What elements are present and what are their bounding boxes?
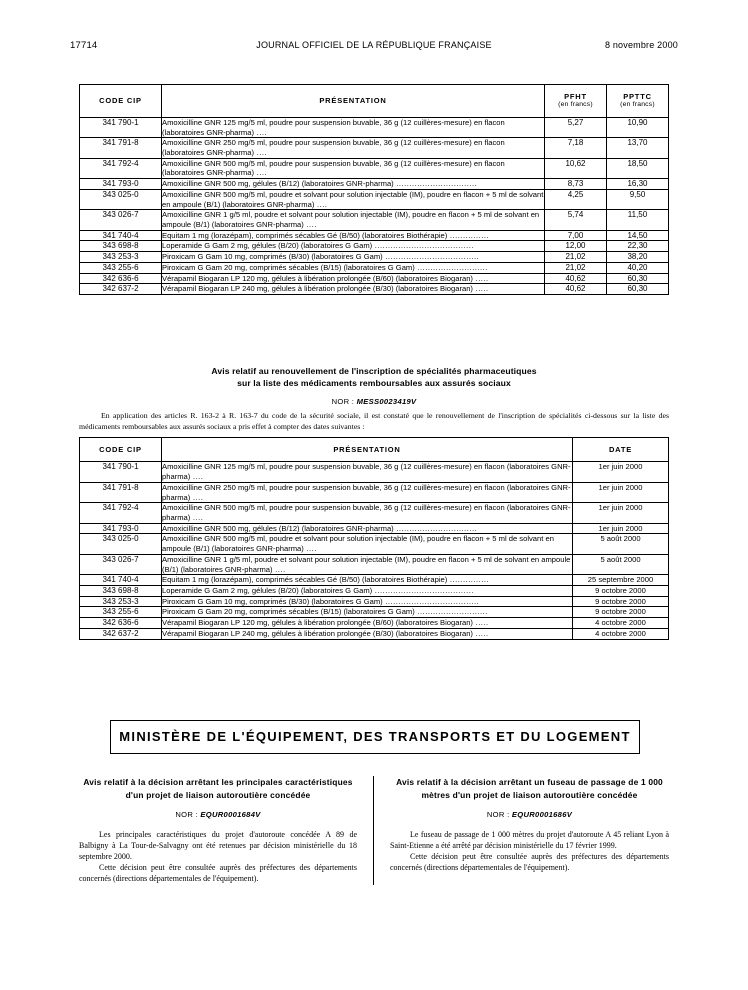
leader-dots: .... <box>190 512 204 522</box>
nor-code: EQUR0001686V <box>511 810 573 820</box>
cell-presentation: Amoxicilline GNR 500 mg/5 ml, poudre et solvant pour solution injectable (IM), poudre en flacon + 5 ml de solvant en ampoule (B/1) (laboratoires GNR-pharma) .... <box>162 189 544 209</box>
nor-label: NOR : <box>331 396 355 406</box>
price-table <box>79 84 669 295</box>
cell-date: 9 octobre 2000 <box>573 596 669 607</box>
cell-presentation: Amoxicilline GNR 250 mg/5 ml, poudre pour suspension buvable, 36 g (12 cuillères-mesure) en flacon (laboratoires GNR-pharma) .... <box>162 482 571 502</box>
cell-code-cip: 341 791-8 <box>80 482 162 502</box>
cell-pfht: 21,02 <box>545 262 607 273</box>
cell-ppttc: 22,30 <box>607 241 669 252</box>
cell-presentation: Piroxicam G Gam 20 mg, comprimés sécables (B/15) (laboratoires G Gam) ........................... <box>162 262 545 273</box>
cell-presentation: Loperamide G Gam 2 mg, gélules (B/20) (laboratoires G Gam) ...................................... <box>162 241 545 252</box>
price-table-container <box>79 84 669 295</box>
cell-code-cip: 341 740-4 <box>80 575 162 586</box>
cell-date: 5 août 2000 <box>573 534 669 554</box>
cell-ppttc: 60,30 <box>607 284 669 295</box>
cell-pfht: 21,02 <box>545 252 607 263</box>
leader-dots: ..... <box>472 273 489 283</box>
cell-code-cip: 341 792-4 <box>80 158 162 178</box>
cell-date: 4 octobre 2000 <box>573 628 669 639</box>
cell-pfht: 5,27 <box>545 117 607 137</box>
cell-code-cip: 343 025-0 <box>80 534 162 554</box>
right-column-nor <box>390 810 669 819</box>
cell-code-cip: 343 698-8 <box>80 586 162 597</box>
avis-title-line-1: Avis relatif au renouvellement de l'inscription de spécialités pharmaceutiques <box>211 366 537 376</box>
cell-presentation: Amoxicilline GNR 250 mg/5 ml, poudre pour suspension buvable, 36 g (12 cuillères-mesure) en flacon (laboratoires GNR-pharma) .... <box>162 138 545 158</box>
table-row <box>80 284 669 295</box>
cell-pfht: 40,62 <box>545 273 607 284</box>
cell-presentation: Vérapamil Biogaran LP 240 mg, gélules à libération prolongée (B/30) (laboratoires Biogaran) ..... <box>162 284 545 295</box>
leader-dots: ............... <box>447 230 490 240</box>
cell-presentation: Amoxicilline GNR 500 mg, gélules (B/12) (laboratoires GNR-pharma) ............................... <box>162 179 545 190</box>
cell-ppttc: 60,30 <box>607 273 669 284</box>
table-row <box>80 241 669 252</box>
cell-presentation: Amoxicilline GNR 500 mg/5 ml, poudre et solvant pour solution injectable (IM), poudre en flacon + 5 ml de solvant en ampoule (B/1) (laboratoires GNR-pharma) .... <box>162 534 573 554</box>
leader-dots: ........................... <box>414 262 488 272</box>
table-header-row <box>80 438 669 462</box>
cell-date: 9 octobre 2000 <box>573 607 669 618</box>
col-header-pfht <box>545 85 607 118</box>
leader-dots: ............................... <box>393 523 478 533</box>
cell-code-cip: 343 253-3 <box>80 252 162 263</box>
cell-code-cip: 343 253-3 <box>80 596 162 607</box>
table-row <box>80 230 669 241</box>
table-row <box>80 534 669 554</box>
nor-label: NOR : <box>486 810 510 820</box>
cell-code-cip: 341 790-1 <box>80 462 162 482</box>
leader-dots: .................................... <box>382 596 480 606</box>
cell-code-cip: 341 793-0 <box>80 179 162 190</box>
cell-presentation: Piroxicam G Gam 10 mg, comprimés (B/30) (laboratoires G Gam) .................................... <box>162 596 573 607</box>
avis-paragraph: En application des articles R. 163-2 à R. 163-7 du code de la sécurité sociale, il est constaté que le renouvellement de l'inscription de spécialités ci-dessous sur la liste des médicaments remboursables aux assurés sociaux a pris effet à compter des dates suivantes : <box>79 411 669 431</box>
cell-date: 4 octobre 2000 <box>573 618 669 629</box>
table-row <box>80 117 669 137</box>
ministry-banner: MINISTÈRE DE L'ÉQUIPEMENT, DES TRANSPORTS ET DU LOGEMENT <box>110 720 640 754</box>
cell-ppttc: 9,50 <box>607 189 669 209</box>
table-row <box>80 503 669 523</box>
leader-dots: .................................... <box>382 252 480 262</box>
cell-date: 1er juin 2000 <box>573 482 669 502</box>
nor-code: MESS0023419V <box>356 396 417 406</box>
cell-code-cip: 341 740-4 <box>80 230 162 241</box>
table-row <box>80 523 669 534</box>
avis-title-line-2: sur la liste des médicaments remboursables aux assurés sociaux <box>237 378 511 389</box>
leader-dots: .... <box>254 168 268 178</box>
table-row <box>80 210 669 230</box>
col-header-date: DATE <box>573 438 669 462</box>
cell-code-cip: 342 636-6 <box>80 273 162 284</box>
cell-date: 1er juin 2000 <box>573 503 669 523</box>
col-header-pfht-unit: (en francs) <box>558 101 593 109</box>
cell-presentation: Amoxicilline GNR 125 mg/5 ml, poudre pour suspension buvable, 36 g (12 cuillères-mesure) en flacon (laboratoires GNR-pharma) .... <box>162 462 571 482</box>
table-row <box>80 575 669 586</box>
cell-code-cip: 343 026-7 <box>80 554 162 574</box>
table-row <box>80 628 669 639</box>
right-column-paragraph-1: Le fuseau de passage de 1 000 mètres du projet d'autoroute A 45 reliant Lyon à Saint-Etienne a été arrêté par décision ministérielle du 17 février 1999. <box>390 830 669 851</box>
leader-dots: ............... <box>447 575 490 585</box>
cell-presentation: Equitam 1 mg (lorazépam), comprimés sécables Gé (B/50) (laboratoires Biothérapie) ............... <box>162 575 573 586</box>
leader-dots: .... <box>272 564 286 574</box>
col-header-ppttc-unit: (en francs) <box>620 101 655 109</box>
cell-ppttc: 18,50 <box>607 158 669 178</box>
col-header-presentation: PRÉSENTATION <box>162 85 545 118</box>
avis-nor <box>79 397 669 406</box>
renewal-table <box>79 437 669 640</box>
table-row <box>80 189 669 209</box>
cell-code-cip: 343 255-6 <box>80 262 162 273</box>
leader-dots: .... <box>190 472 204 482</box>
left-column-nor <box>79 810 357 819</box>
cell-presentation: Loperamide G Gam 2 mg, gélules (B/20) (laboratoires G Gam) ...................................... <box>162 586 573 597</box>
right-column <box>374 776 669 885</box>
right-column-paragraph-2: Cette décision peut être consultée auprès des préfectures des départements concernés (directions départementales de l'équipement). <box>390 851 669 872</box>
leader-dots: .... <box>303 544 317 554</box>
left-column-paragraph-1: Les principales caractéristiques du projet d'autoroute concédée A 89 de Balbigny à La Tour-de-Salvagny ont été retenues par décision ministérielle du 18 septembre 2000. <box>79 830 357 861</box>
cell-presentation: Amoxicilline GNR 1 g/5 ml, poudre et solvant pour solution injectable (IM), poudre en flacon + 5 ml de solvant en ampoule (B/1) (laboratoires GNR-pharma) .... <box>162 554 573 574</box>
table-row <box>80 138 669 158</box>
issue-date: 8 novembre 2000 <box>604 40 678 50</box>
cell-presentation: Piroxicam G Gam 20 mg, comprimés sécables (B/15) (laboratoires G Gam) ........................... <box>162 607 573 618</box>
table-row <box>80 482 669 502</box>
cell-pfht: 4,25 <box>545 189 607 209</box>
leader-dots: ...................................... <box>372 241 474 251</box>
cell-ppttc: 38,20 <box>607 252 669 263</box>
cell-pfht: 8,73 <box>545 179 607 190</box>
left-column-paragraph-2: Cette décision peut être consultée auprès des préfectures des départements concernés (directions départementales de l'équipement). <box>79 862 357 883</box>
cell-code-cip: 341 793-0 <box>80 523 162 534</box>
cell-ppttc: 14,50 <box>607 230 669 241</box>
cell-pfht: 40,62 <box>545 284 607 295</box>
leader-dots: .... <box>254 127 268 137</box>
col-header-presentation: PRÉSENTATION <box>162 438 573 462</box>
cell-code-cip: 343 698-8 <box>80 241 162 252</box>
cell-presentation: Amoxicilline GNR 500 mg/5 ml, poudre pour suspension buvable, 36 g (12 cuillères-mesure) en flacon (laboratoires GNR-pharma) .... <box>162 503 571 522</box>
cell-code-cip: 342 636-6 <box>80 618 162 629</box>
cell-pfht: 7,00 <box>545 230 607 241</box>
leader-dots: ..... <box>472 284 489 294</box>
col-header-code-cip: CODE CIP <box>80 85 162 118</box>
cell-code-cip: 343 255-6 <box>80 607 162 618</box>
table-row <box>80 462 669 482</box>
leader-dots: .... <box>314 199 328 209</box>
bottom-columns <box>79 776 669 885</box>
avis-title <box>79 365 669 390</box>
cell-date: 9 octobre 2000 <box>573 586 669 597</box>
cell-presentation: Equitam 1 mg (lorazépam), comprimés sécables Gé (B/50) (laboratoires Biothérapie) ............... <box>162 230 545 241</box>
right-column-title: Avis relatif à la décision arrêtant un fuseau de passage de 1 000 mètres d'un projet de liaison autoroutière concédée <box>396 777 663 800</box>
leader-dots: ........................... <box>414 607 488 617</box>
cell-presentation: Amoxicilline GNR 500 mg, gélules (B/12) (laboratoires GNR-pharma) ............................... <box>162 523 573 534</box>
table-row <box>80 596 669 607</box>
left-column <box>79 776 374 885</box>
cell-presentation: Vérapamil Biogaran LP 240 mg, gélules à libération prolongée (B/30) (laboratoires Biogaran) ..... <box>162 628 573 639</box>
cell-pfht: 7,18 <box>545 138 607 158</box>
left-column-title: Avis relatif à la décision arrêtant les principales caractéristiques d'un projet de liaison autoroutière concédée <box>83 777 353 800</box>
cell-code-cip: 341 791-8 <box>80 138 162 158</box>
cell-ppttc: 40,20 <box>607 262 669 273</box>
page-number: 17714 <box>70 40 98 51</box>
cell-presentation: Amoxicilline GNR 500 mg/5 ml, poudre pour suspension buvable, 36 g (12 cuillères-mesure) en flacon (laboratoires GNR-pharma) .... <box>162 158 545 178</box>
table-row <box>80 158 669 178</box>
cell-presentation: Vérapamil Biogaran LP 120 mg, gélules à libération prolongée (B/60) (laboratoires Biogaran) ..... <box>162 618 573 629</box>
cell-code-cip: 341 792-4 <box>80 503 162 523</box>
cell-ppttc: 10,90 <box>607 117 669 137</box>
cell-pfht: 12,00 <box>545 241 607 252</box>
cell-presentation: Amoxicilline GNR 1 g/5 ml, poudre et solvant pour solution injectable (IM), poudre en flacon + 5 ml de solvant en ampoule (B/1) (laboratoires GNR-pharma) .... <box>162 210 545 230</box>
table-row <box>80 273 669 284</box>
leader-dots: .... <box>190 492 204 502</box>
cell-code-cip: 342 637-2 <box>80 284 162 295</box>
cell-presentation: Amoxicilline GNR 125 mg/5 ml, poudre pour suspension buvable, 36 g (12 cuillères-mesure) en flacon (laboratoires GNR-pharma) .... <box>162 117 545 137</box>
journal-title: JOURNAL OFFICIEL DE LA RÉPUBLIQUE FRANÇAISE <box>256 40 492 50</box>
leader-dots: ............................... <box>393 179 478 189</box>
cell-code-cip: 342 637-2 <box>80 628 162 639</box>
table-header-row <box>80 85 669 118</box>
col-header-ppttc-label: PPTTC <box>623 92 652 101</box>
cell-ppttc: 11,50 <box>607 210 669 230</box>
col-header-ppttc <box>607 85 669 118</box>
table-row <box>80 586 669 597</box>
cell-presentation: Piroxicam G Gam 10 mg, comprimés (B/30) (laboratoires G Gam) .................................... <box>162 252 545 263</box>
table-row <box>80 252 669 263</box>
renewal-table-container <box>79 437 669 640</box>
cell-ppttc: 13,70 <box>607 138 669 158</box>
cell-presentation: Vérapamil Biogaran LP 120 mg, gélules à libération prolongée (B/60) (laboratoires Biogaran) ..... <box>162 273 545 284</box>
running-head <box>70 40 678 54</box>
cell-code-cip: 343 025-0 <box>80 189 162 209</box>
nor-label: NOR : <box>175 810 198 820</box>
cell-code-cip: 343 026-7 <box>80 210 162 230</box>
nor-code: EQUR0001684V <box>200 810 261 820</box>
cell-date: 1er juin 2000 <box>573 523 669 534</box>
cell-pfht: 10,62 <box>545 158 607 178</box>
table-row <box>80 554 669 574</box>
col-header-pfht-label: PFHT <box>564 92 587 101</box>
leader-dots: ..... <box>472 618 489 628</box>
table-row <box>80 179 669 190</box>
cell-ppttc: 16,30 <box>607 179 669 190</box>
leader-dots: .... <box>303 220 317 230</box>
cell-date: 5 août 2000 <box>573 554 669 574</box>
table-row <box>80 607 669 618</box>
table-row <box>80 618 669 629</box>
cell-code-cip: 341 790-1 <box>80 117 162 137</box>
cell-pfht: 5,74 <box>545 210 607 230</box>
leader-dots: .... <box>254 148 268 158</box>
leader-dots: ..... <box>472 628 489 638</box>
col-header-code-cip: CODE CIP <box>80 438 162 462</box>
table-row <box>80 262 669 273</box>
cell-date: 25 septembre 2000 <box>573 575 669 586</box>
leader-dots: ...................................... <box>372 586 474 595</box>
avis-heading-block <box>79 365 669 406</box>
cell-date: 1er juin 2000 <box>573 462 669 482</box>
